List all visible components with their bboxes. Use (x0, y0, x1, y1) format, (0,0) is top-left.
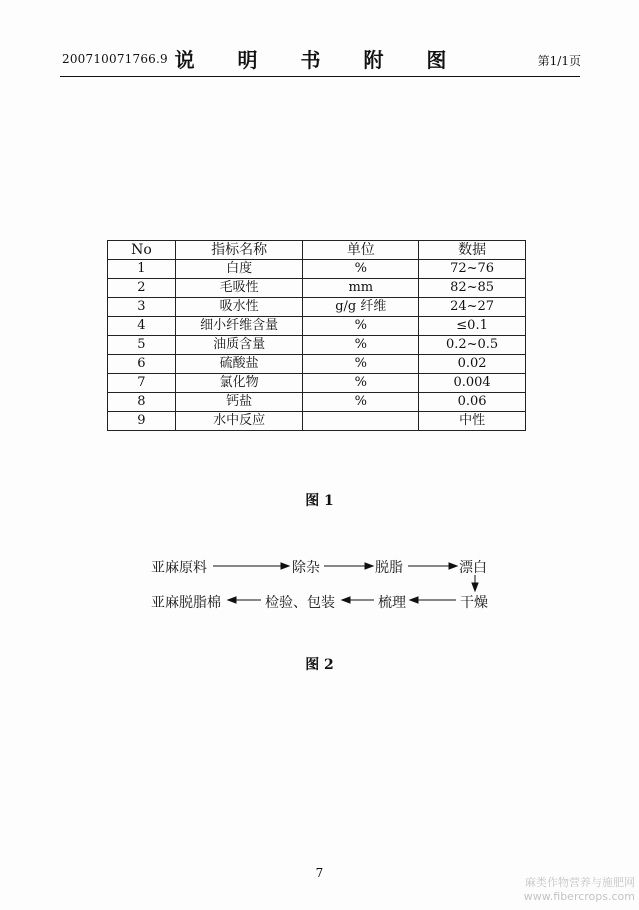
table-row (108, 393, 526, 412)
page-title: 说 明 书 附 图 (174, 48, 465, 72)
header-rule (60, 76, 580, 77)
figure-2-caption: 图 2 (305, 657, 334, 673)
flow-step-drying: 干燥 (460, 595, 488, 611)
arrow-left-icon (228, 597, 261, 603)
table-row (108, 412, 526, 431)
cell-value: 24~27 (419, 298, 526, 317)
cell-value: 0.004 (419, 374, 526, 393)
header-indicator-name: 指标名称 (175, 241, 303, 260)
flow-step-carding: 梳理 (378, 595, 406, 611)
cell-indicator: 细小纤维含量 (175, 317, 303, 336)
cell-indicator: 水中反应 (175, 412, 303, 431)
flow-step-impurity-removal: 除杂 (292, 560, 320, 576)
cell-value: 82~85 (419, 279, 526, 298)
header-no: No (108, 241, 176, 260)
cell-no: 2 (108, 279, 176, 298)
page-indicator: 第1/1页 (537, 54, 581, 68)
table-header-row (108, 241, 526, 260)
table-row (108, 317, 526, 336)
cell-indicator: 白度 (175, 260, 303, 279)
page-number: 7 (315, 866, 324, 880)
cell-value: 中性 (419, 412, 526, 431)
cell-unit: % (303, 260, 419, 279)
cell-no: 9 (108, 412, 176, 431)
cell-indicator: 硫酸盐 (175, 355, 303, 374)
arrow-left-icon (342, 597, 374, 603)
cell-no: 3 (108, 298, 176, 317)
watermark (503, 876, 635, 904)
cell-unit: % (303, 317, 419, 336)
flow-step-degreasing: 脱脂 (375, 560, 403, 576)
table-row (108, 260, 526, 279)
cell-value: 0.2~0.5 (419, 336, 526, 355)
cell-unit: % (303, 374, 419, 393)
arrow-right-icon (213, 563, 289, 569)
cell-no: 4 (108, 317, 176, 336)
cell-unit: mm (303, 279, 419, 298)
figure-1-caption: 图 1 (305, 493, 334, 509)
document-number: 200710071766.9 (62, 52, 168, 66)
cell-no: 7 (108, 374, 176, 393)
table-row (108, 279, 526, 298)
table-row (108, 298, 526, 317)
table-row (108, 374, 526, 393)
arrow-left-icon (410, 597, 456, 603)
arrow-down-icon (472, 575, 478, 591)
flow-step-bleaching: 漂白 (459, 560, 487, 576)
flow-step-absorbent-cotton: 亚麻脱脂棉 (151, 595, 221, 611)
flow-step-inspection-packaging: 检验、包装 (265, 595, 335, 611)
table-row (108, 336, 526, 355)
arrow-right-icon (408, 563, 457, 569)
cell-indicator: 氯化物 (175, 374, 303, 393)
cell-unit: % (303, 336, 419, 355)
cell-indicator: 吸水性 (175, 298, 303, 317)
cell-unit: % (303, 355, 419, 374)
watermark-title: 麻类作物营养与施肥网 (525, 876, 635, 889)
cell-unit: % (303, 393, 419, 412)
cell-no: 5 (108, 336, 176, 355)
specification-table (107, 240, 526, 431)
table-row (108, 355, 526, 374)
cell-indicator: 毛吸性 (175, 279, 303, 298)
cell-unit: g/g 纤维 (303, 298, 419, 317)
flow-step-raw-flax: 亚麻原料 (151, 560, 207, 576)
cell-no: 6 (108, 355, 176, 374)
cell-unit (303, 412, 419, 431)
cell-no: 8 (108, 393, 176, 412)
watermark-url: www.fibercrops.com (523, 890, 635, 903)
cell-no: 1 (108, 260, 176, 279)
cell-indicator: 钙盐 (175, 393, 303, 412)
cell-value: 72~76 (419, 260, 526, 279)
cell-value: ≤0.1 (419, 317, 526, 336)
cell-value: 0.06 (419, 393, 526, 412)
cell-indicator: 油质含量 (175, 336, 303, 355)
arrow-right-icon (324, 563, 373, 569)
header-data: 数据 (419, 241, 526, 260)
header-unit: 单位 (303, 241, 419, 260)
cell-value: 0.02 (419, 355, 526, 374)
